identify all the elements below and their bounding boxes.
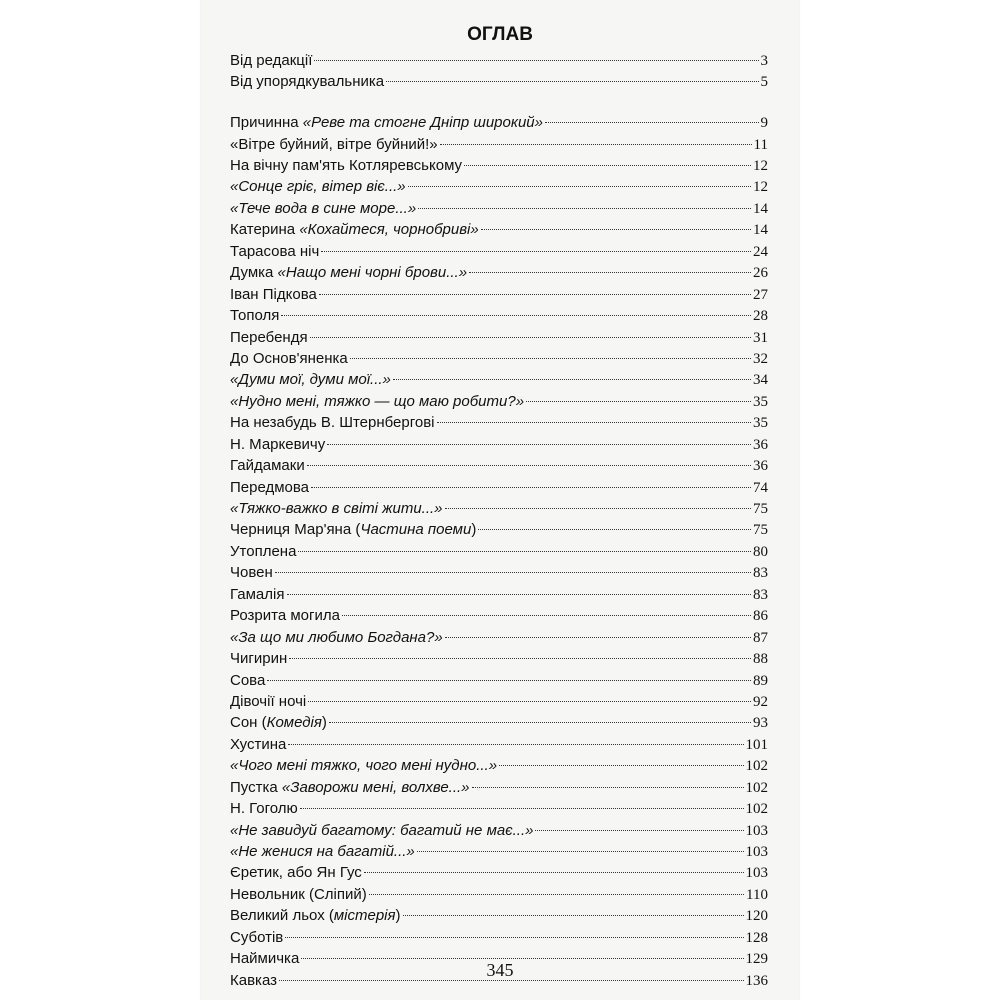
- toc-entry-title: [230, 627, 443, 648]
- toc-entry-title-pre: Н. Маркевичу: [230, 435, 326, 453]
- toc-entry-title-italic: «Нудно мені, тяжко — що маю робити?»: [230, 392, 525, 410]
- toc-entry-page: 34: [753, 372, 768, 389]
- toc-entry-page: 11: [753, 136, 768, 153]
- dot-leader: [314, 60, 758, 61]
- toc-entry-title: [230, 241, 319, 262]
- toc-entry-page: 31: [753, 329, 768, 346]
- dot-leader: [281, 315, 751, 316]
- dot-leader: [417, 851, 744, 852]
- dot-leader: [526, 401, 751, 402]
- toc-entry: [230, 71, 768, 92]
- toc-entry: [230, 50, 768, 71]
- toc-entry-title: [230, 155, 462, 176]
- dot-leader: [350, 358, 751, 359]
- dot-leader: [418, 208, 751, 209]
- dot-leader: [275, 572, 751, 573]
- toc-entry-title: [230, 369, 391, 390]
- toc-entry-page: 75: [753, 501, 768, 518]
- toc-entry-title: [230, 348, 348, 369]
- toc-entry: [230, 348, 768, 369]
- toc-entry-title-italic: «Реве та стогне Дніпр широкий»: [302, 114, 543, 132]
- toc-entry-title: [230, 434, 325, 455]
- dot-leader: [393, 379, 751, 380]
- dot-leader: [408, 186, 751, 187]
- toc-entry-title: [230, 691, 306, 712]
- toc-entry-title: [230, 584, 285, 605]
- toc-entry-title-pre: Утоплена: [230, 542, 297, 560]
- toc-entry-page: 129: [745, 951, 768, 968]
- toc-entry-title-pre: Від редакції: [230, 52, 313, 69]
- toc-entry-page: 101: [745, 736, 768, 753]
- toc-entry-title-pre: Передмова: [230, 478, 310, 496]
- toc-entry: [230, 862, 768, 883]
- dot-leader: [300, 808, 744, 809]
- toc-entry-page: 12: [753, 158, 768, 175]
- toc-entry-title-italic: «Сонце гріє, вітер віє...»: [230, 178, 406, 196]
- toc-entry-title-italic: «За що ми любимо Богдана?»: [230, 628, 443, 646]
- toc-entry-title-pre: Розрита могила: [230, 607, 340, 625]
- toc-entry-title-italic: «Чого мені тяжко, чого мені нудно...»: [230, 757, 498, 775]
- toc-entry: [230, 712, 768, 733]
- toc-entry-title-pre: Від упорядкувальника: [230, 73, 385, 91]
- dot-leader: [478, 529, 751, 530]
- toc-entry: [230, 198, 768, 219]
- toc-entry: [230, 305, 768, 326]
- toc-entry-title: [230, 648, 287, 669]
- dot-leader: [321, 251, 751, 252]
- toc-entry-page: 128: [745, 929, 768, 946]
- toc-entry-title-italic: містерія: [333, 907, 396, 925]
- toc-entry-page: 14: [753, 200, 768, 217]
- toc-entry-page: 86: [753, 608, 768, 625]
- toc-entry-title-pre: Сова: [230, 671, 266, 689]
- toc-entry-title-pre: Наймичка: [230, 950, 300, 968]
- dot-leader: [267, 680, 751, 681]
- toc-entry-title-italic: «Кохайтеся, чорнобриві»: [299, 221, 479, 239]
- toc-entry-title-pre: Пустка: [230, 778, 282, 796]
- toc-entry-page: 103: [745, 844, 768, 861]
- toc-entry-title-pre: «Вітре буйний, вітре буйний!»: [230, 135, 438, 153]
- toc-entry-page: 103: [745, 822, 768, 839]
- toc-entry: [230, 734, 768, 755]
- toc-entry: [230, 262, 768, 283]
- toc-entry-title-pre: Єретик, або Ян Гус: [230, 864, 362, 882]
- contents-heading: ОГЛАВ: [467, 24, 533, 45]
- toc-entry: [230, 176, 768, 197]
- dot-leader: [364, 872, 744, 873]
- toc-entry: [230, 798, 768, 819]
- toc-entry-title-pre: Дівочії ночі: [230, 692, 307, 710]
- toc-entry-title-italic: Частина поеми: [360, 521, 472, 539]
- toc-entry-page: 75: [753, 522, 768, 539]
- page-number: 345: [486, 960, 514, 980]
- toc-entry: [230, 477, 768, 498]
- toc-entry-title-pre: Човен: [230, 564, 273, 582]
- dot-leader: [499, 765, 743, 766]
- toc-entry: [230, 519, 768, 540]
- toc-entry: [230, 327, 768, 348]
- toc-entry-title: [230, 134, 438, 155]
- toc-entry-page: 103: [745, 865, 768, 882]
- dot-leader: [437, 422, 751, 423]
- dot-leader: [289, 658, 751, 659]
- toc-entry: [230, 562, 768, 583]
- toc-entry-page: 35: [753, 393, 768, 410]
- toc-entry-title-italic: «Думи мої, думи мої...»: [230, 371, 391, 389]
- dot-leader: [308, 701, 751, 702]
- toc-entry-title-pre: На незабудь В. Штернбергові: [230, 414, 435, 432]
- toc-entry-title: [230, 905, 401, 926]
- toc-entry-title: [230, 820, 533, 841]
- toc-entry-page: 27: [753, 286, 768, 303]
- toc-entry-title-italic: «Тече вода в сине море...»: [230, 199, 417, 217]
- toc-entry-title-pre: Сон (: [230, 714, 267, 732]
- toc-entry: [230, 820, 768, 841]
- toc-entry-title-italic: «Заворожи мені, волхве...»: [281, 778, 470, 796]
- toc-entry-title: [230, 841, 415, 862]
- toc-entry-title: [230, 884, 367, 905]
- dot-leader: [342, 615, 751, 616]
- toc-entry-page: 80: [753, 543, 768, 560]
- toc-entry: [230, 927, 768, 948]
- toc-entry-page: 102: [745, 801, 768, 818]
- dot-leader: [445, 508, 751, 509]
- toc-entry-title-pre: Гамалія: [230, 585, 285, 603]
- dot-leader: [298, 551, 751, 552]
- toc-entry-title: [230, 541, 296, 562]
- dot-leader: [327, 444, 751, 445]
- toc-entry-title-pre: Тарасова ніч: [230, 242, 320, 260]
- toc-entry: [230, 691, 768, 712]
- toc-entry-page: 92: [753, 693, 768, 710]
- toc-entry-page: 36: [753, 436, 768, 453]
- toc-entry-title: [230, 777, 470, 798]
- toc-entry-title: [230, 605, 340, 626]
- toc-entry: [230, 241, 768, 262]
- toc-entry-page: 14: [753, 222, 768, 239]
- toc-entry-page: 83: [753, 565, 768, 582]
- toc-entry-page: 120: [745, 908, 768, 925]
- dot-leader: [386, 81, 758, 82]
- toc-entry-page: 26: [753, 265, 768, 282]
- toc-entry-title: [230, 262, 467, 283]
- toc-entry-page: 36: [753, 458, 768, 475]
- toc-entry-page: 83: [753, 586, 768, 603]
- dot-leader: [307, 465, 751, 466]
- dot-leader: [369, 894, 744, 895]
- toc-entry-page: 110: [746, 886, 768, 903]
- dot-leader: [288, 744, 743, 745]
- toc-entry-title: [230, 219, 479, 240]
- toc-entry-title: [230, 798, 298, 819]
- toc-entry-page: 87: [753, 629, 768, 646]
- toc-entry-title-italic: «Тяжко-важко в світі жити...»: [230, 500, 443, 518]
- toc-entry: [230, 498, 768, 519]
- toc-entry-title-italic: «Нащо мені чорні брови...»: [277, 264, 468, 282]
- toc-entry-title-pre: На вічну пам'ять Котляревському: [230, 157, 463, 175]
- toc-entry-title-pre: Думка: [230, 264, 278, 282]
- toc-entry-title: [230, 50, 312, 71]
- toc-entry-title-post: ): [395, 907, 401, 925]
- toc-entry-title: [230, 670, 265, 691]
- toc-entry: [230, 841, 768, 862]
- toc-entry-page: 9: [760, 115, 768, 132]
- toc-entry: [230, 755, 768, 776]
- toc-entry-title-pre: Причинна: [230, 114, 303, 132]
- toc-entry: [230, 884, 768, 905]
- toc-entry-title: [230, 477, 309, 498]
- toc-entry-title-pre: Катерина: [230, 221, 300, 239]
- toc-entry: [230, 134, 768, 155]
- toc-entry-title: [230, 519, 476, 540]
- toc-entry-title-pre: Перебендя: [230, 328, 308, 346]
- toc-entry-title-pre: Чигирин: [230, 650, 288, 668]
- dot-leader: [545, 122, 759, 123]
- toc-entry: [230, 412, 768, 433]
- toc-entry-title: [230, 198, 416, 219]
- dot-leader: [440, 144, 752, 145]
- dot-leader: [472, 787, 744, 788]
- toc-entry-title: [230, 284, 317, 305]
- toc-entry: [230, 605, 768, 626]
- toc-entry: [230, 777, 768, 798]
- toc-entry-page: 3: [760, 53, 768, 69]
- book-page: [201, 0, 799, 1000]
- toc-entry-page: 35: [753, 415, 768, 432]
- toc-entry-title: [230, 755, 497, 776]
- toc-entry-title: [230, 498, 443, 519]
- dot-leader: [469, 272, 751, 273]
- dot-leader: [535, 830, 743, 831]
- dot-leader: [329, 722, 751, 723]
- toc-entry-title-pre: До Основ'яненка: [230, 349, 348, 367]
- toc-entry: [230, 584, 768, 605]
- toc-entry-page: 88: [753, 651, 768, 668]
- toc-entry: [230, 541, 768, 562]
- toc-entry-title: [230, 455, 305, 476]
- dot-leader: [464, 165, 751, 166]
- dot-leader: [319, 294, 751, 295]
- toc-entry-page: 89: [753, 672, 768, 689]
- dot-leader: [481, 229, 751, 230]
- toc-entry-page: 5: [760, 74, 768, 91]
- toc-entry-title-pre: Іван Підкова: [230, 285, 317, 303]
- toc-entry-title: [230, 71, 384, 92]
- toc-entry: [230, 391, 768, 412]
- toc-entry-title-pre: Гайдамаки: [230, 457, 305, 475]
- dot-leader: [403, 915, 744, 916]
- toc-entry-page: 102: [745, 758, 768, 775]
- toc-entry-title-italic: «Не завидуй багатому: багатий не має...»: [230, 821, 534, 839]
- toc-entry-title-italic: Комедія: [266, 714, 322, 732]
- toc-entry-page: 28: [753, 308, 768, 325]
- toc-entry-page: 74: [753, 479, 768, 496]
- dot-leader: [445, 637, 751, 638]
- dot-leader: [287, 594, 752, 595]
- toc-entry-title: [230, 562, 273, 583]
- toc-entry-title: [230, 712, 327, 733]
- toc-entry-title: [230, 862, 362, 883]
- toc-entry-title: [230, 305, 279, 326]
- toc-entry-title: [230, 734, 286, 755]
- toc-entry-page: 93: [753, 715, 768, 732]
- toc-entry: [230, 627, 768, 648]
- toc-entry-title-post: ): [471, 521, 477, 539]
- toc-entry-title: [230, 327, 308, 348]
- toc-entry-page: 32: [753, 350, 768, 367]
- toc-entry-title-pre: Невольник (Сліпий): [230, 885, 367, 903]
- table-of-contents: [230, 50, 768, 991]
- toc-entry-page: 136: [745, 972, 768, 989]
- toc-entry-title-pre: Хустина: [230, 735, 287, 753]
- toc-entry: [230, 648, 768, 669]
- toc-entry: [230, 369, 768, 390]
- toc-entry: [230, 905, 768, 926]
- toc-entry-title-post: ): [321, 714, 327, 732]
- toc-entry-title-pre: Н. Гоголю: [230, 800, 298, 818]
- toc-entry-title-italic: «Не женися на багатій...»: [230, 843, 415, 861]
- toc-entry-title: [230, 927, 283, 948]
- toc-entry: [230, 219, 768, 240]
- toc-entry-title-pre: Тополя: [230, 307, 280, 325]
- toc-entry-title: [230, 412, 435, 433]
- toc-entry-title-pre: Черниця Мар'яна (: [230, 521, 361, 539]
- toc-entry-title-pre: Суботів: [230, 928, 284, 946]
- toc-entry: [230, 670, 768, 691]
- toc-entry-title-pre: Кавказ: [230, 971, 277, 989]
- toc-entry-page: 24: [753, 243, 768, 260]
- toc-entry-title-pre: Великий льох (: [230, 907, 334, 925]
- toc-entry-page: 102: [745, 779, 768, 796]
- toc-entry: [230, 284, 768, 305]
- toc-entry-title: [230, 112, 543, 133]
- dot-leader: [311, 487, 751, 488]
- dot-leader: [285, 937, 743, 938]
- toc-entry: [230, 455, 768, 476]
- dot-leader: [310, 337, 751, 338]
- toc-entry: [230, 434, 768, 455]
- toc-entry-title: [230, 391, 524, 412]
- toc-entry-title: [230, 176, 406, 197]
- toc-entry-page: 12: [753, 179, 768, 196]
- toc-entry: [230, 112, 768, 133]
- toc-entry: [230, 155, 768, 176]
